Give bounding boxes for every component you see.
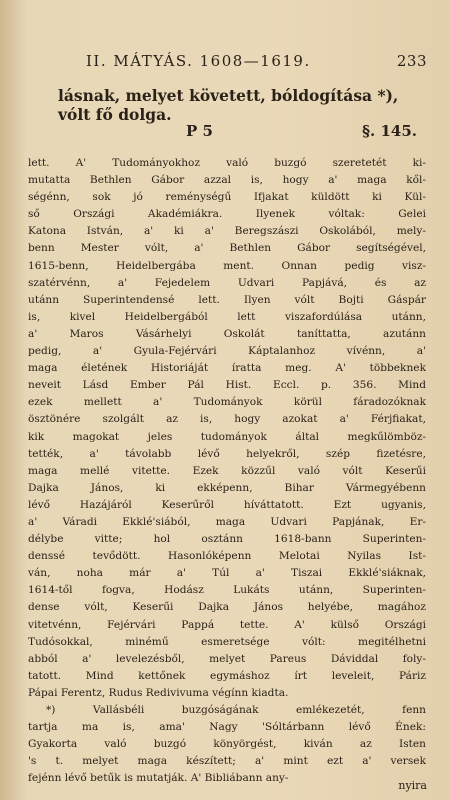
section-number: §. 145. xyxy=(362,122,417,140)
body-line: utánn Superintendensé lett. Ilyen vólt Bojti Gáspár xyxy=(28,293,426,306)
footnote-line: fejénn lévő betűk is mutatják. A' Bibliábann any- xyxy=(28,772,289,785)
body-line: pedig, a' Gyula-Fejérvári Káptalanhoz vívénn, a' xyxy=(28,345,426,358)
running-head-title: II. MÁTYÁS. 1608—1619. xyxy=(86,52,311,70)
body-line: ső Országi Akadémiákra. Ilyenek vóltak: Gelei xyxy=(28,208,426,221)
footnote-line: 's t. melyet maga készített; a' mint ezt a' versek xyxy=(28,755,426,768)
body-line: ségénn, sok jó reménységű Ifjakat küldött ki Kül- xyxy=(28,191,426,204)
body-line: benn Mester vólt, a' Bethlen Gábor segítségével, xyxy=(28,242,426,255)
body-line: abból a' levelezésből, melyet Pareus Dáviddal foly- xyxy=(28,652,426,665)
running-head xyxy=(86,52,427,70)
body-line: Pápai Ferentz, Rudus Redivivuma végínn kiadta. xyxy=(28,686,289,699)
body-line: vitetvénn, Fejérvári Pappá tette. A' külső Országi xyxy=(28,618,426,631)
footnote-line: tartja ma is, ama' Nagy 'Sóltárbann lévő Ének: xyxy=(28,721,426,734)
page-number: 233 xyxy=(396,52,427,70)
body-line: maga mellé vitette. Ezek közzűl való vólt Keserűi xyxy=(28,464,426,477)
body-line: 1615-benn, Heidelbergába ment. Onnan pedig visz- xyxy=(28,259,426,272)
preceding-text xyxy=(58,86,419,124)
body-line: ösztönére szolgált az is, hogy azokat a' Férjfiakat, xyxy=(28,413,426,426)
body-line: dense vólt, Keserűi Dajka János helyébe, magához xyxy=(28,601,426,614)
body-line: a' Váradi Ekklé'siából, maga Udvari Papjának, Er- xyxy=(28,515,426,528)
body-line: délybe vitte; hol osztánn 1618-bann Superinten- xyxy=(28,533,426,546)
preceding-line: vólt fő dolga. xyxy=(58,105,172,124)
body-line: szatérvénn, a' Fejedelem Udvari Papjává, és az xyxy=(28,276,426,289)
footnote-line: *) Vallásbéli buzgóságának emlékezetét, fenn xyxy=(46,704,426,716)
body-line: a' Maros Vásárhelyi Oskolát taníttatta, azutánn xyxy=(28,327,426,340)
body-line: kik magokat jeles tudományok által megkűlömböz- xyxy=(28,430,426,443)
body-line: lett. A' Tudományokhoz való buzgó szeretetét ki- xyxy=(28,157,426,169)
body-line: ván, noha már a' Túl a' Tiszai Ekklé'siáknak, xyxy=(28,567,426,580)
body-line: 1614-től fogva, Hodász Lukáts utánn, Superinten- xyxy=(28,584,426,597)
body-line: mutatta Bethlen Gábor azzal is, hogy a' maga kől- xyxy=(28,174,426,187)
footnote-line: Gyakorta való buzgó könyörgést, kiván az Isten xyxy=(28,738,426,751)
body-text xyxy=(28,155,426,787)
body-line: is, kivel Heidelbergából lett viszafordúlása utánn, xyxy=(28,310,426,323)
body-line: Katona István, a' ki a' Beregszászi Oskolából, mely- xyxy=(28,225,426,238)
body-line: maga életének Historiáját íratta meg. A' többeknek xyxy=(28,362,426,375)
body-line: Dajka János, ki ekképenn, Bihar Vármegyébenn xyxy=(28,481,426,494)
body-line: denssé tevődött. Hasonlóképenn Melotai Nyilas Ist- xyxy=(28,550,426,563)
body-line: ezek mellett a' Tudományok körül fáradozóknak xyxy=(28,396,426,409)
signature-mark: P 5 xyxy=(186,122,213,140)
body-line: tatott. Mind kettőnek egymáshoz írt leveleit, Páriz xyxy=(28,669,426,682)
body-line: tették, a' távolabb lévő helyekről, szép fizetésre, xyxy=(28,447,426,460)
body-line: lévő Hazájáról Keserűről híváttatott. Ezt ugyanis, xyxy=(28,498,426,511)
catchword: nyira xyxy=(398,779,427,792)
body-line: neveit Lásd Ember Pál Hist. Eccl. p. 356. Mind xyxy=(28,379,426,392)
preceding-line: lásnak, melyet követett, bóldogítása *), xyxy=(58,86,399,105)
body-line: Tudósokkal, minémű esmeretsége vólt: megitélhetni xyxy=(28,635,426,648)
